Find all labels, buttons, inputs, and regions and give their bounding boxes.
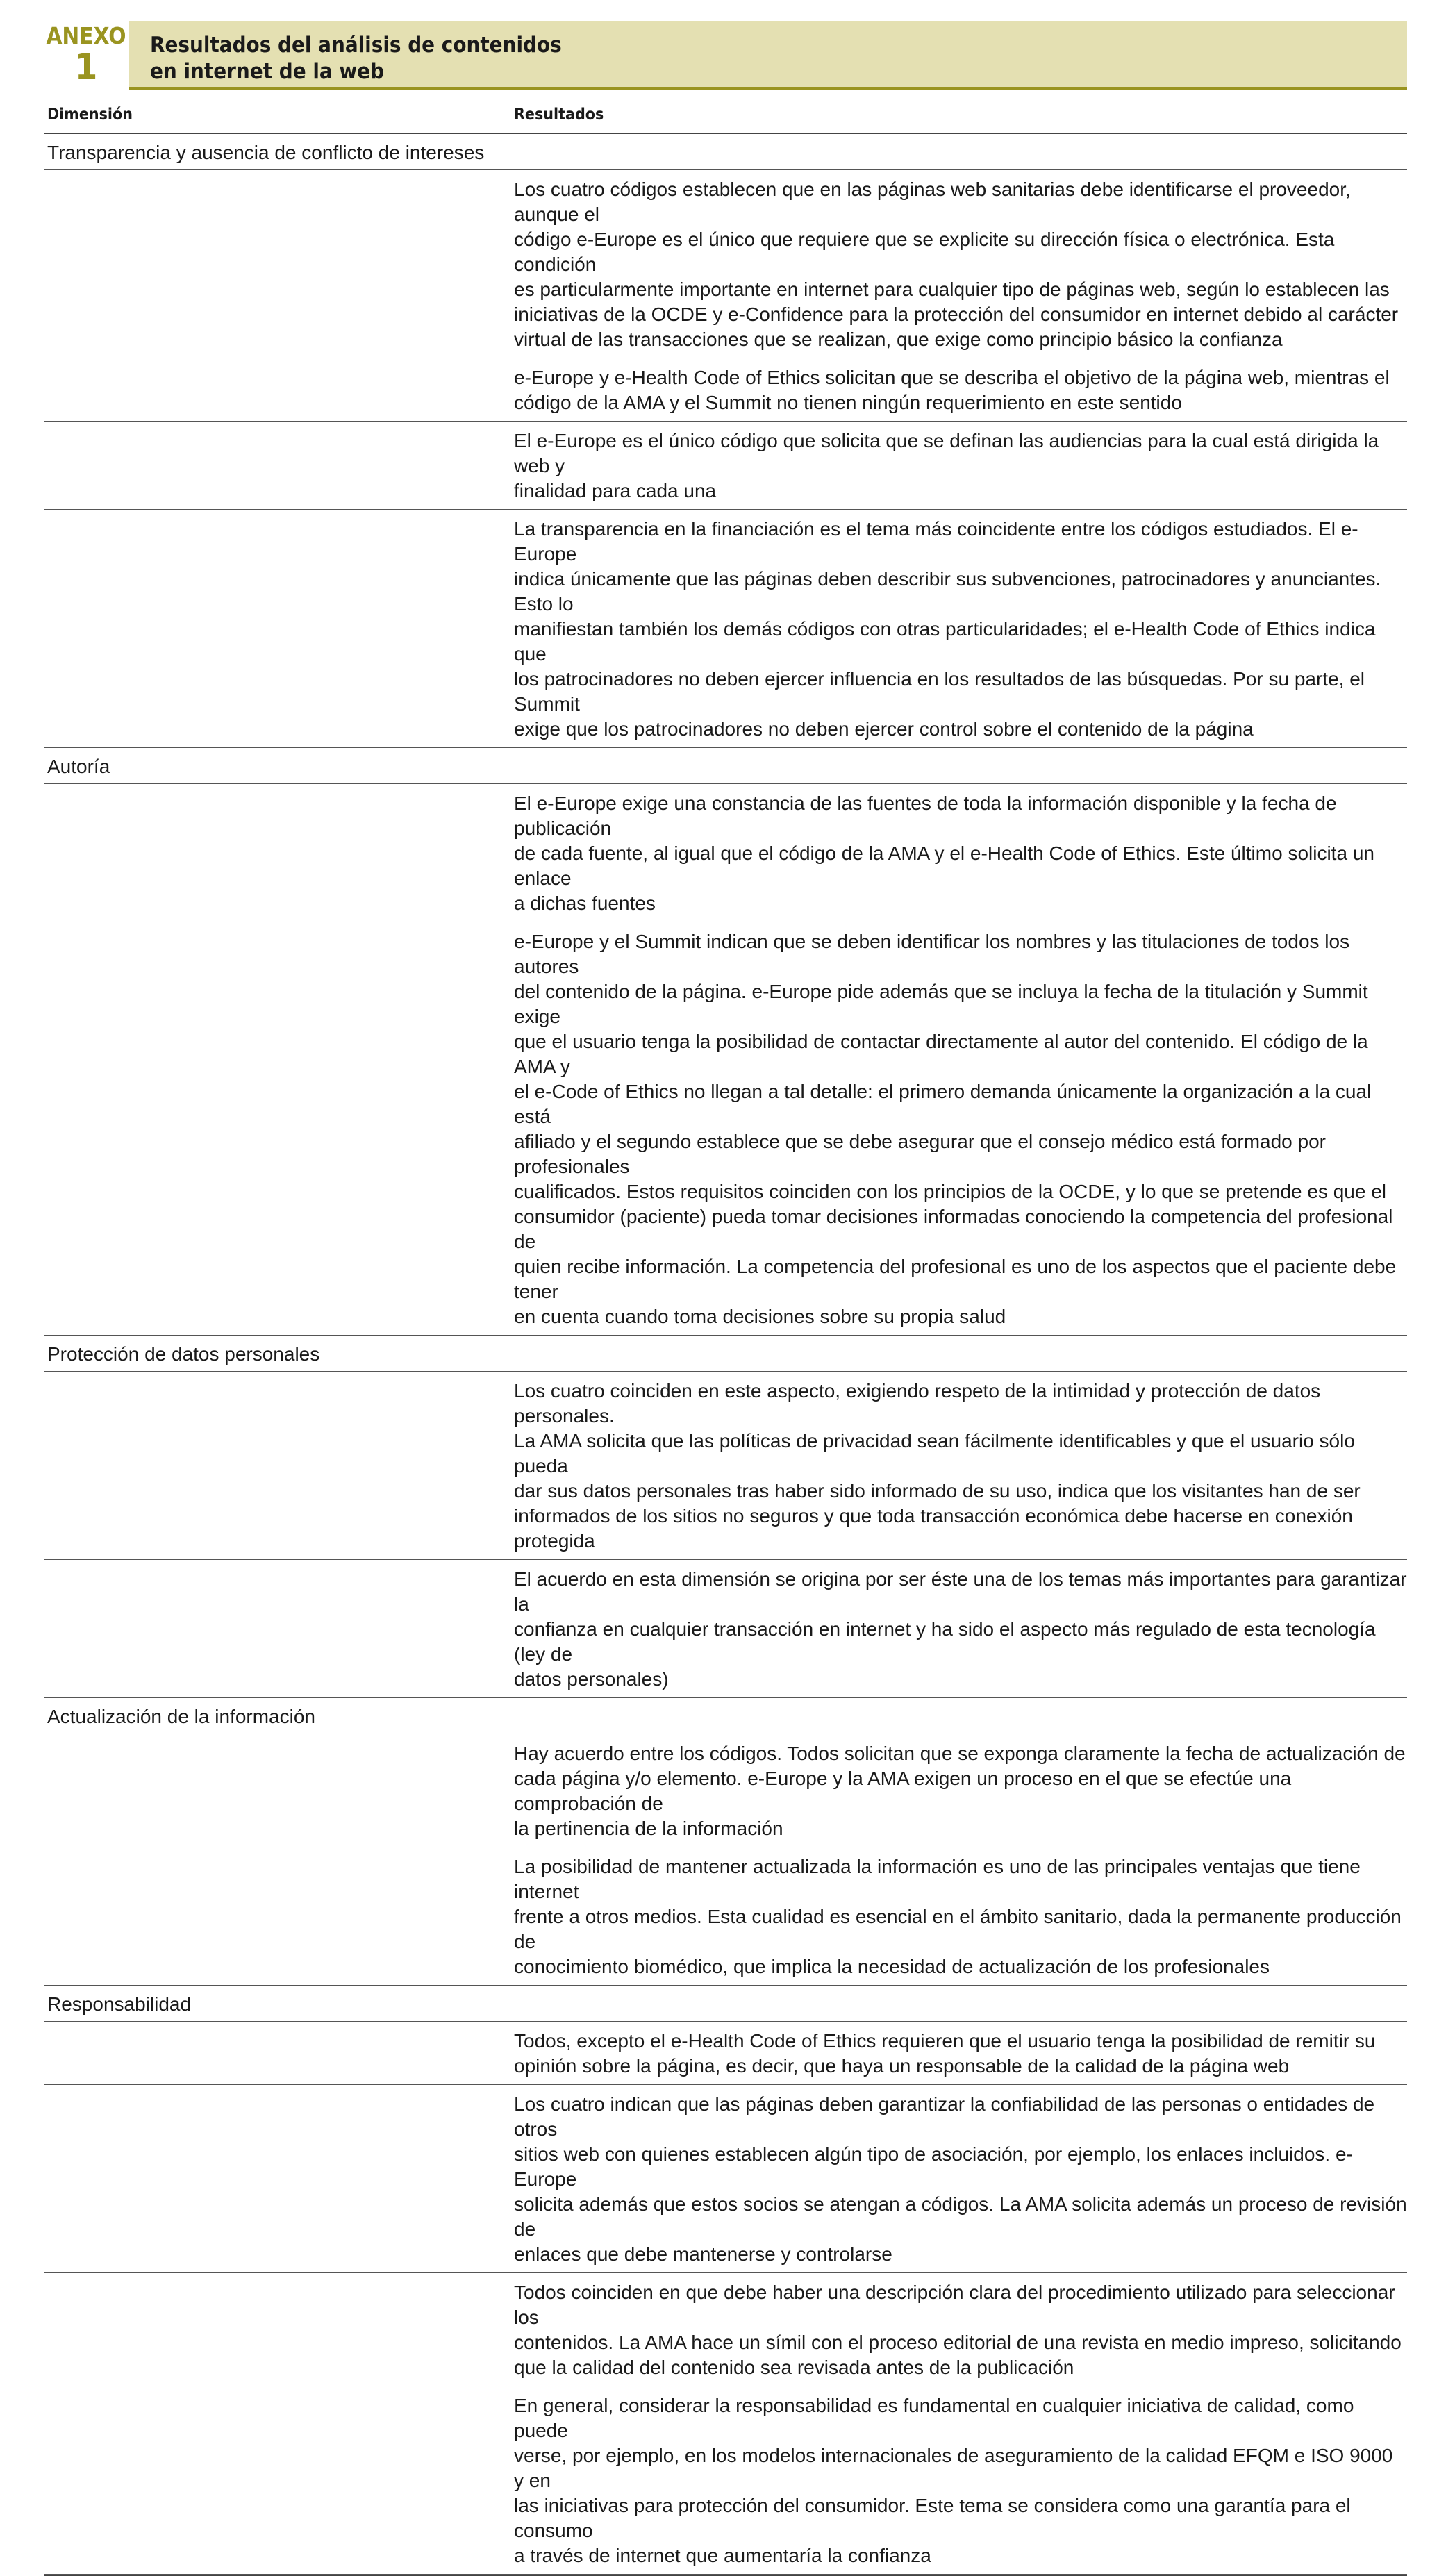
- annex-title: [150, 32, 983, 85]
- result-text-line: Los cuatro códigos establecen que en las páginas web sanitarias debe identificarse el proveedor, aunque el: [514, 178, 1351, 225]
- result-text-line: sitios web con quienes establecen algún tipo de asociación, por ejemplo, los enlaces incluidos. e-Europe: [514, 2143, 1353, 2190]
- result-text-line: enlaces que debe mantenerse y controlarse: [514, 2243, 892, 2265]
- result-text-line: Todos, excepto el e-Health Code of Ethics requieren que el usuario tenga la posibilidad de remitir su: [514, 2030, 1376, 2052]
- result-text-line: la pertinencia de la información: [514, 1818, 783, 1839]
- result-text-line: solicita además que estos socios se atengan a códigos. La AMA solicita además un proceso de revisión de: [514, 2193, 1407, 2240]
- result-text-line: datos personales): [514, 1668, 669, 1690]
- result-row: [44, 358, 1407, 422]
- dimension-row: Autoría: [44, 748, 1407, 784]
- dimension-row: Protección de datos personales: [44, 1336, 1407, 1372]
- result-text-line: código e-Europe es el único que requiere que se explicite su dirección física o electrónica. Esta condición: [514, 228, 1335, 275]
- annex-title-box: [129, 21, 1407, 90]
- result-text-line: En general, considerar la responsabilidad es fundamental en cualquier iniciativa de calidad, como puede: [514, 2395, 1354, 2441]
- result-row: [44, 1847, 1407, 1986]
- result-text-line: finalidad para cada una: [514, 480, 717, 501]
- result-text-line: manifiestan también los demás códigos con otras particularidades; el e-Health Code of Ethics indica que: [514, 618, 1376, 665]
- result-text-line: es particularmente importante en internet para cualquier tipo de páginas web, según lo establecen las: [514, 279, 1390, 300]
- result-text-line: El acuerdo en esta dimensión se origina por ser éste una de los temas más importantes para garantizar la: [514, 1568, 1407, 1615]
- result-text-line: que la calidad del contenido sea revisada antes de la publicación: [514, 2357, 1074, 2378]
- dimension-row: Actualización de la información: [44, 1698, 1407, 1734]
- table-header-row: [44, 97, 1407, 134]
- result-text-line: La transparencia en la financiación es el tema más coincidente entre los códigos estudiados. El e-Europe: [514, 518, 1358, 565]
- result-text-line: a través de internet que aumentaría la confianza: [514, 2545, 931, 2566]
- result-text-line: opinión sobre la página, es decir, que haya un responsable de la calidad de la página web: [514, 2055, 1290, 2077]
- annex-title-line-2: en internet de la web: [150, 59, 385, 84]
- result-text-line: virtual de las transacciones que se realizan, que exige como principio básico la confianza: [514, 329, 1283, 350]
- result-text-line: La AMA solicita que las políticas de privacidad sean fácilmente identificables y que el usuario sólo pueda: [514, 1430, 1355, 1477]
- result-text-line: en cuenta cuando toma decisiones sobre su propia salud: [514, 1306, 1006, 1327]
- result-text-line: quien recibe información. La competencia del profesional es uno de los aspectos que el paciente debe tener: [514, 1256, 1397, 1302]
- result-text-line: La posibilidad de mantener actualizada la información es uno de las principales ventajas que tiene internet: [514, 1856, 1361, 1902]
- result-text-line: Los cuatro coinciden en este aspecto, exigiendo respeto de la intimidad y protección de datos personales.: [514, 1380, 1321, 1427]
- column-header-dimension: Dimensión: [47, 106, 133, 124]
- result-text-line: informados de los sitios no seguros y que toda transacción económica debe hacerse en conexión protegida: [514, 1505, 1353, 1552]
- result-text-line: e-Europe y e-Health Code of Ethics solicitan que se describa el objetivo de la página web, mientras el: [514, 367, 1390, 388]
- annex-title-line-1: Resultados del análisis de contenidos: [150, 33, 562, 58]
- result-row: [44, 422, 1407, 510]
- column-header-resultados: Resultados: [514, 106, 604, 124]
- annex-banner: [44, 21, 1407, 90]
- table-body: [44, 134, 1407, 2575]
- result-text-line: conocimiento biomédico, que implica la necesidad de actualización de los profesionales: [514, 1956, 1270, 1977]
- annex-number: 1: [74, 47, 98, 88]
- dimension-row: Responsabilidad: [44, 1986, 1407, 2022]
- result-row: [44, 784, 1407, 922]
- result-text-line: verse, por ejemplo, en los modelos internacionales de aseguramiento de la calidad EFQM e ISO 9000 y en: [514, 2445, 1393, 2491]
- result-text-line: del contenido de la página. e-Europe pide además que se incluya la fecha de la titulación y Summit exige: [514, 981, 1368, 1027]
- result-text-line: cada página y/o elemento. e-Europe y la AMA exigen un proceso en el que se efectúe una comprobación de: [514, 1768, 1292, 1814]
- result-text-line: contenidos. La AMA hace un símil con el proceso editorial de una revista en medio impreso, solicitando: [514, 2332, 1402, 2353]
- result-text-line: Los cuatro indican que las páginas deben garantizar la confiabilidad de las personas o entidades de otros: [514, 2093, 1375, 2140]
- result-text-line: consumidor (paciente) pueda tomar decisiones informadas conociendo la competencia del profesional de: [514, 1206, 1393, 1252]
- result-row: [44, 922, 1407, 1336]
- result-text-line: e-Europe y el Summit indican que se deben identificar los nombres y las titulaciones de todos los autores: [514, 931, 1350, 977]
- result-text-line: confianza en cualquier transacción en internet y ha sido el aspecto más regulado de esta tecnología (ley de: [514, 1618, 1376, 1665]
- result-row: [44, 170, 1407, 358]
- annex-label: [44, 21, 128, 90]
- result-text-line: las iniciativas para protección del consumidor. Este tema se considera como una garantía para el consumo: [514, 2495, 1351, 2541]
- result-text-line: indica únicamente que las páginas deben describir sus subvenciones, patrocinadores y anunciantes. Esto lo: [514, 568, 1381, 615]
- result-text-line: Todos coinciden en que debe haber una descripción clara del procedimiento utilizado para seleccionar los: [514, 2282, 1395, 2328]
- result-text-line: de cada fuente, al igual que el código de la AMA y el e-Health Code of Ethics. Este último solicita un enlace: [514, 842, 1374, 889]
- result-text-line: dar sus datos personales tras haber sido informado de su uso, indica que los visitantes han de ser: [514, 1480, 1361, 1502]
- result-text-line: a dichas fuentes: [514, 892, 656, 914]
- result-row: [44, 1372, 1407, 1560]
- result-row: [44, 2273, 1407, 2386]
- result-row: [44, 2386, 1407, 2575]
- result-text-line: afiliado y el segundo establece que se debe asegurar que el consejo médico está formado por profesionales: [514, 1131, 1326, 1177]
- result-row: [44, 2022, 1407, 2085]
- annex-word: ANEXO: [46, 22, 126, 49]
- result-text-line: El e-Europe exige una constancia de las fuentes de toda la información disponible y la fecha de publicación: [514, 792, 1337, 839]
- result-text-line: que el usuario tenga la posibilidad de contactar directamente al autor del contenido. El código de la AMA y: [514, 1031, 1368, 1077]
- result-row: [44, 510, 1407, 748]
- result-row: [44, 2085, 1407, 2273]
- dimension-row: Transparencia y ausencia de conflicto de intereses: [44, 134, 1407, 170]
- result-text-line: exige que los patrocinadores no deben ejercer control sobre el contenido de la página: [514, 718, 1254, 740]
- result-text-line: iniciativas de la OCDE y e-Confidence para la protección del consumidor en internet debido al carácter: [514, 304, 1399, 325]
- result-text-line: Hay acuerdo entre los códigos. Todos solicitan que se exponga claramente la fecha de actualización de: [514, 1743, 1406, 1764]
- result-text-line: cualificados. Estos requisitos coinciden con los principios de la OCDE, y lo que se pretende es que el: [514, 1181, 1387, 1202]
- result-row: [44, 1734, 1407, 1847]
- results-table: [44, 97, 1407, 2576]
- result-text-line: El e-Europe es el único código que solicita que se definan las audiencias para la cual está dirigida la web y: [514, 430, 1379, 476]
- result-text-line: los patrocinadores no deben ejercer influencia en los resultados de las búsquedas. Por su parte, el Summit: [514, 668, 1365, 715]
- result-text-line: código de la AMA y el Summit no tienen ningún requerimiento en este sentido: [514, 392, 1182, 413]
- result-text-line: frente a otros medios. Esta cualidad es esencial en el ámbito sanitario, dada la permanente producción de: [514, 1906, 1402, 1952]
- result-row: [44, 1560, 1407, 1698]
- result-text-line: el e-Code of Ethics no llegan a tal detalle: el primero demanda únicamente la organización a la cual está: [514, 1081, 1372, 1127]
